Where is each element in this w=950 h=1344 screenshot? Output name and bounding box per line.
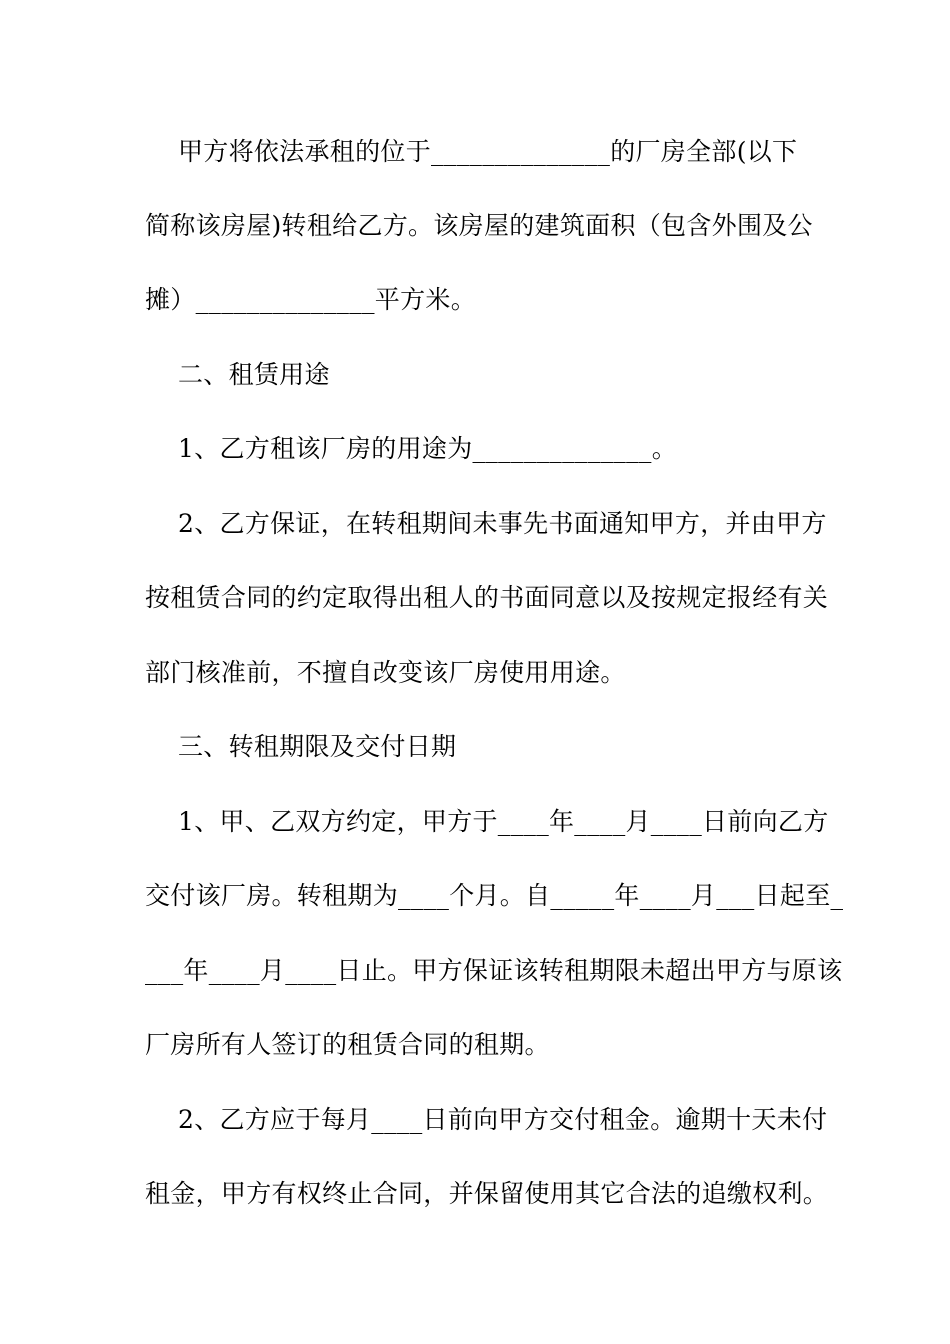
paragraph-line-1: 甲方将依法承租的位于______________的厂房全部(以下	[145, 137, 798, 166]
paragraph-line-5: 1、乙方租该厂房的用途为______________。	[145, 434, 677, 463]
paragraph-line-10: 1、甲、乙双方约定，甲方于____年____月____日前向乙方	[145, 807, 829, 836]
paragraph-line-13: 厂房所有人签订的租赁合同的租期。	[145, 1030, 550, 1059]
paragraph-line-8: 部门核准前，不擅自改变该厂房使用用途。	[145, 658, 626, 687]
paragraph-line-7: 按租赁合同的约定取得出租人的书面同意以及按规定报经有关	[145, 583, 829, 612]
section-heading-term: 三、转租期限及交付日期	[145, 732, 457, 761]
paragraph-line-12: ___年____月____日止。甲方保证该转租期限未超出甲方与原该	[145, 956, 843, 985]
paragraph-line-3: 摊）______________平方米。	[145, 285, 477, 314]
paragraph-line-15: 租金，甲方有权终止合同，并保留使用其它合法的追缴权利。	[145, 1179, 829, 1208]
paragraph-line-2: 简称该房屋)转租给乙方。该房屋的建筑面积（包含外围及公	[145, 211, 813, 240]
section-heading-usage: 二、租赁用途	[145, 360, 330, 389]
paragraph-line-11: 交付该厂房。转租期为____个月。自_____年____月___日起至_	[145, 881, 844, 910]
paragraph-line-14: 2、乙方应于每月____日前向甲方交付租金。逾期十天未付	[145, 1105, 828, 1134]
paragraph-line-6: 2、乙方保证，在转租期间未事先书面通知甲方，并由甲方	[145, 509, 827, 538]
